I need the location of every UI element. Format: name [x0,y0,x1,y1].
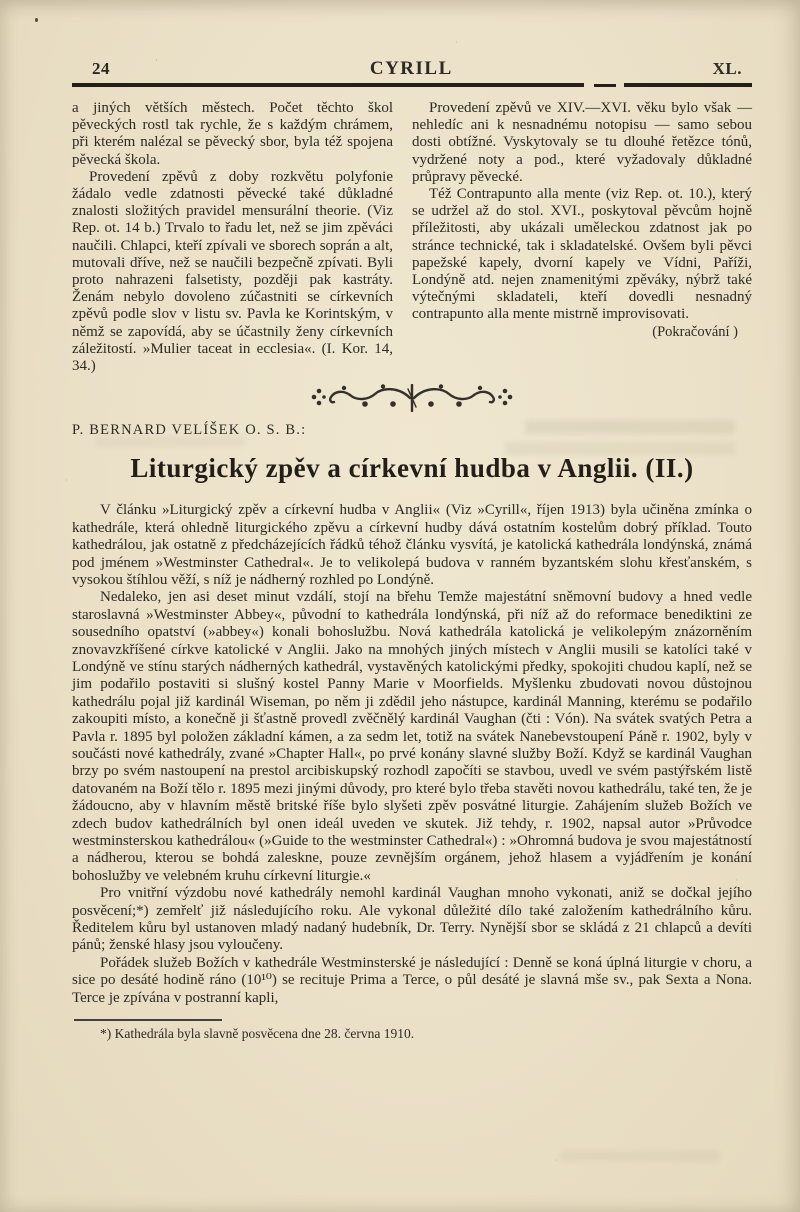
continuation-note: (Pokračování ) [652,323,738,340]
two-column-text [72,100,752,375]
journal-title: CYRILL [369,58,453,79]
right-column [412,100,752,375]
article-body [72,502,752,1007]
paragraph: V článku »Liturgický zpěv a církevní hudba v Anglii« (Viz »Cyrill«, říjen 1913) byla učiněna zmínka o kathedrále, která ohledně liturgického zpěvu a církevní hudby dává ostatním kostelům dobrý příklad. Touto kathedrálou, jak ostatně z předcházejících řádků téhož článku vysvítá, je katolická kathedrála londýnská, známá pod jménem »Westminster Cathedral«. Je to velikolepá budova v ranném byzantském slohu křesťanském, s vysokou štíhlou věží, s níž je nádherný rozhled po Londýně. [72,502,752,588]
left-column [72,100,393,375]
right-column-paragraphs [412,100,752,324]
ink-bleed-smudge [560,1150,720,1162]
flourish-icon [306,384,518,412]
paragraph: a jiných větších městech. Počet těchto škol pěveckých rostl tak rychle, že s každým chrámem, při kterém nalézal se pěvecký sbor, byla též spojena pěvecká škola. [72,100,393,168]
header-rule-dash [594,84,616,87]
paragraph: Provedení zpěvů ve XIV.—XVI. věku bylo však — nehledíc ani k nesnadnému notopisu — samo sebou dosti obtížné. Vyskytovaly se tu dlouhé řetězce tónů, vydržené noty a pod., které vyžadovaly důkladné průpravy pěvecké. [412,100,752,185]
paragraph: Pořádek služeb Božích v kathedrále Westminsterské je následující : Denně se koná úplná liturgie v choru, a sice po desáté hodině ráno (10¹⁰) se recituje Prima a Terce, o půl desáté je slavná mše sv., pak Sexta a Nona. Terce je zpívána v postranní kapli, [72,954,752,1006]
article-title: Liturgický zpěv a církevní hudba v Anglii. (II.) [130,453,694,484]
page-header [72,58,752,80]
header-rule-left-segment [72,83,584,87]
footnote-separator [74,1019,222,1021]
paragraph: Provedení zpěvů z doby rozkvětu polyfonie žádalo vedle zdatnosti pěvecké také důkladné znalosti složitých pravidel mensurální theorie. (Viz Rep. ot. 14 b.) Trvalo to řadu let, než se jim zpěváci naučili. Chlapci, kteří zpívali ve sborech soprán a alt, mutovali dříve, než se naučili bezpečně zpívati. Byli proto nahrazeni falsetisty, později pak kastráty. Ženám nebylo dovoleno zúčastniti se církevních zpěvů podle slov v listu sv. Pavla ke Korintským, v němž se zapovídá, aby se účastnily ženy církevních záležitostí. »Mulier taceat in ecclesia«. (I. Kor. 14, 34.) [72,168,393,375]
paragraph: Nedaleko, jen asi deset minut vzdálí, stojí na břehu Temže majestátní sněmovní budovy a hned vedle staroslavná »Westminster Abbey«, původní to kathedrála londýnská, při níž až do reformace benediktini ze sousedního opatství (»abbey«) konali bohoslužbu. Nová kathedrála katolická je velikolepým znázorněním znovavzkříšené církve katolické v Anglii. Jako na mnohých jiných místech v Anglii musili se katolíci také v Londýně ve stínu starých nádherných kathedrál, vystavěných katolickými předky, spokojiti chudou kaplí, než se jim podařilo postaviti si slušný kostel Panny Marie v Moorfields. Myšlenku zbudovati novou důstojnou kathedrálu pojal již kardinál Wiseman, po něm ji zdědil jeho nástupce, kardinál Manning, kterému se podařilo zakoupiti místo, a konečně ji šťastně provedl zvěčnělý kardinál Vaughan (čti : Vón). Na svátek svatých Petra a Pavla r. 1895 byl položen základní kámen, a za sedm let, totiž na svátek Nanebevstoupení Páně r. 1902, byly v součásti nové kathedrály, zvané »Chapter Hall«, po prvé konány slavné služby Boží. Když se kardinál Vaughan brzy po svém nastoupení na prestol arcibiskupský rozhodl započíti se stavbou, uvedl ve svém pastýřském listě datovaném na Boží tělo r. 1895 mezi jinými důvody, pro které bylo třeba stavěti novou kathedrálu, také ten, že je žádoucno, aby v hlavním městě britské říše bylo slyšeti zpěv posvátné liturgie. Zahájením služeb Božích ve zdech budov kathedrálních byl onen ideál uveden ve skutek. Již tehdy, r. 1902, napsal autor »Průvodce westminsterskou kathedrálou« (»Guide to the westminster Cathedral«) : »Ohromná budova je svou majestátností a nádherou, kterou se bohdá zaleskne, pouze zevnějším orgánem, jehož hlasem a vyjádřením je konání bohoslužby ve velebném kruhu církevní liturgie.« [72,589,752,884]
volume-number: XL. [712,59,742,78]
paragraph: Pro vnitřní výzdobu nové kathedrály nemohl kardinál Vaughan mnoho vykonati, aniž se dočkal jejího posvěcení;*) zemřelť již následujícího roku. Ale vykonal důležité dílo také založením kathedrálního kůru. Ředitelem kůru byl ustanoven mladý nadaný hudebník, Dr. Terry. Nynější sbor se skládá z 21 chlapců a devíti pánů; ženské hlasy jsou vyloučeny. [72,885,752,954]
article-author: P. BERNARD VELÍŠEK O. S. B.: [72,422,307,439]
header-rule [72,83,752,87]
footnote-text: *) Kathedrála byla slavně posvěcena dne 28. června 1910. [100,1025,415,1041]
paragraph: Též Contrapunto alla mente (viz Rep. ot. 10.), který se udržel až do stol. XVI., poskytoval pěvcům hojně příležitosti, aby ukázali uměleckou zdatnost jak po stránce technické, tak i skladatelské. Ovšem byli pěvci papežské kapely, dvorní kapely ve Vídni, Paříži, Londýně atd. nejen znamenitými zpěváky, nýbrž také výtečnými skladateli, kteří dovedli nesnadný contrapunto alla mente mistrně improvisovati. [412,186,752,323]
header-rule-right-segment [624,83,752,87]
ornament-divider [72,384,752,414]
paper-speckles [35,18,38,22]
page-number: 24 [92,59,110,78]
